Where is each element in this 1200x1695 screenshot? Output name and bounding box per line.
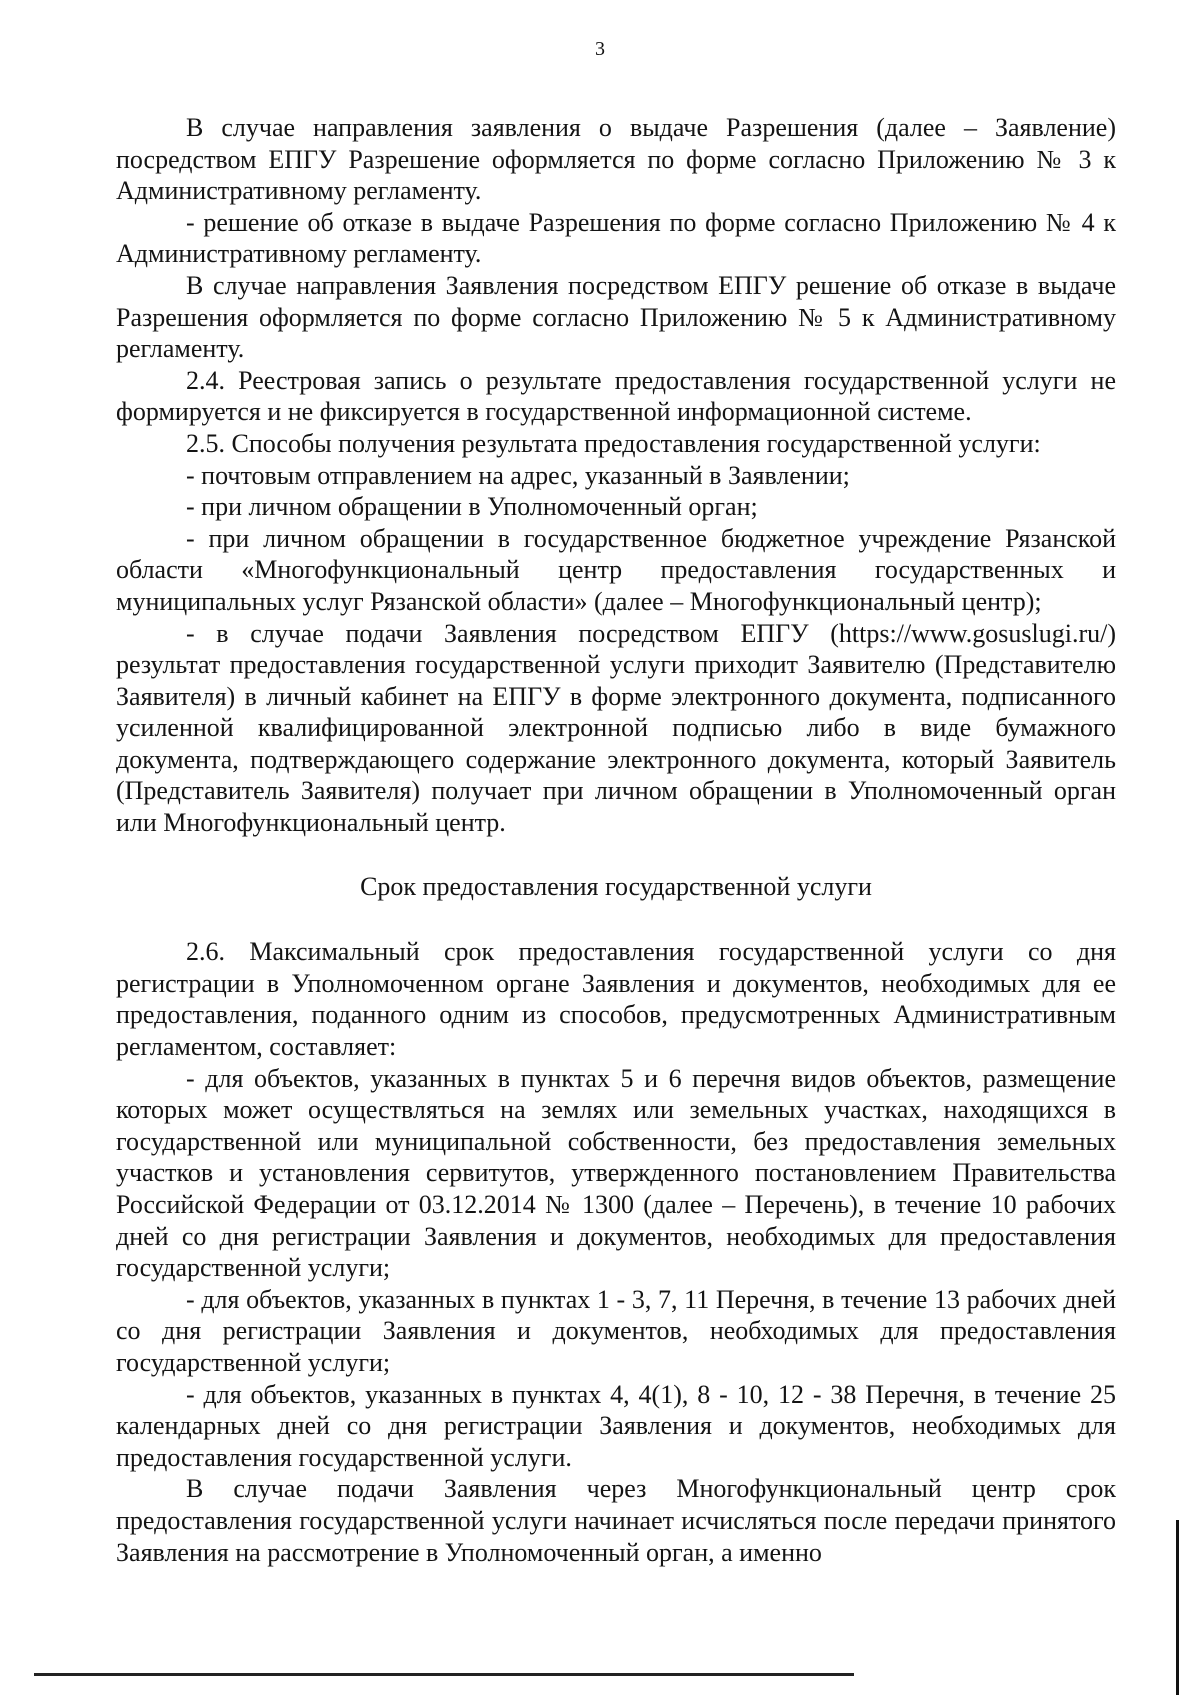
paragraph: В случае направления Заявления посредством ЕПГУ решение об отказе в выдаче Разрешения оформляется по форме согласно Приложению № 5 к Административному регламенту. — [116, 270, 1116, 364]
paragraph: В случае направления заявления о выдаче Разрешения (далее – Заявление) посредством ЕПГУ Разрешение оформляется по форме согласно Приложению № 3 к Административному регламенту. — [116, 113, 1116, 206]
list-item: - для объектов, указанных в пунктах 4, 4(1), 8 - 10, 12 - 38 Перечня, в течение 25 календарных дней со дня регистрации Заявления и документов, необходимых для предоставления государственной услуги. — [116, 1379, 1116, 1472]
paragraph: 2.6. Максимальный срок предоставления государственной услуги со дня регистрации в Уполномоченном органе Заявления и документов, необходимых для ее предоставления, поданного одним из способов, предусмотренных Административным регламентом, составляет: — [116, 937, 1116, 1062]
paragraph: - решение об отказе в выдаче Разрешения по форме согласно Приложению № 4 к Административному регламенту. — [116, 207, 1116, 269]
scan-right-edge — [1176, 1520, 1179, 1695]
page-number: 3 — [595, 38, 605, 60]
list-item: - при личном обращении в Уполномоченный орган; — [186, 492, 758, 522]
list-item: - при личном обращении в государственное бюджетное учреждение Рязанской области «Многофункциональный центр предоставления государственных и муниципальных услуг Рязанской области» (далее – Многофункциональный центр); — [116, 523, 1116, 616]
list-item: - в случае подачи Заявления посредством ЕПГУ (https://www.gosuslugi.ru/) результат предоставления государственной услуги приходит Заявителю (Представителю Заявителя) в личный кабинет на ЕПГУ в форме электронного документа, подписанного усиленной квалифицированной электронной подписью либо в виде бумажного документа, подтверждающего содержание электронного документа, который Заявитель (Представитель Заявителя) получает при личном обращении в Уполномоченный орган или Многофункциональный центр. — [116, 618, 1116, 838]
section-heading: Срок предоставления государственной услуги — [360, 871, 872, 901]
paragraph: 2.4. Реестровая запись о результате предоставления государственной услуги не формируется и не фиксируется в государственной информационной системе. — [116, 365, 1116, 427]
paragraph: 2.5. Способы получения результата предоставления государственной услуги: — [186, 428, 1041, 458]
paragraph: В случае подачи Заявления через Многофункциональный центр срок предоставления государственной услуги начинает исчисляться после передачи принятого Заявления на рассмотрение в Уполномоченный орган, а именно — [116, 1474, 1116, 1567]
document-body — [116, 112, 1116, 1568]
list-item: - для объектов, указанных в пунктах 1 - 3, 7, 11 Перечня, в течение 13 рабочих дней со дня регистрации Заявления и документов, необходимых для предоставления государственной услуги; — [116, 1284, 1116, 1377]
list-item: - для объектов, указанных в пунктах 5 и 6 перечня видов объектов, размещение которых может осуществляться на землях или земельных участках, находящихся в государственной или муниципальной собственности, без предоставления земельных участков и установления сервитутов, утвержденного постановлением Правительства Российской Федерации от 03.12.2014 № 1300 (далее – Перечень), в течение 10 рабочих дней со дня регистрации Заявления и документов, необходимых для предоставления государственной услуги; — [116, 1063, 1116, 1283]
scan-bottom-edge — [34, 1673, 854, 1676]
list-item: - почтовым отправлением на адрес, указанный в Заявлении; — [186, 460, 850, 490]
